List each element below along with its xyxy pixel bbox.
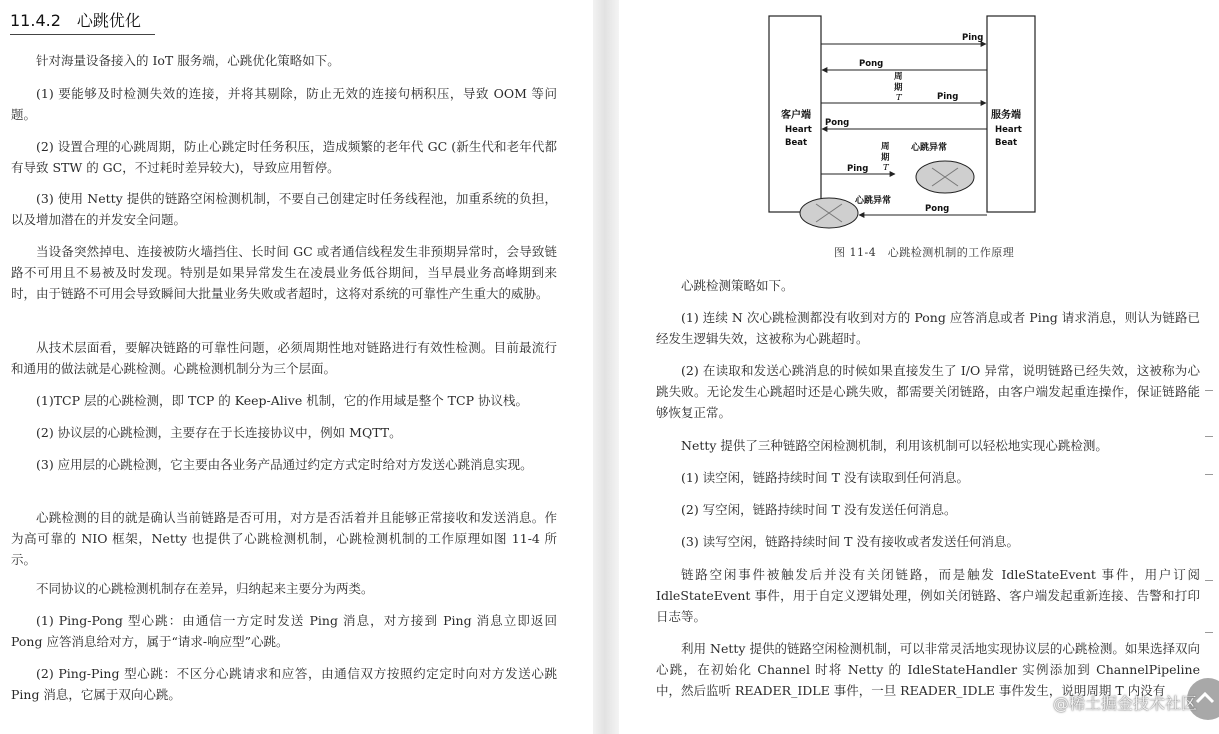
- paragraph: (1)TCP 层的心跳检测，即 TCP 的 Keep-Alive 机制，它的作用域是整个 TCP 协议栈。: [36, 393, 528, 408]
- paragraph: Netty 提供了三种链路空闲检测机制，利用该机制可以轻松地实现心跳检测。: [681, 438, 1108, 453]
- ping-label: Ping: [847, 164, 869, 174]
- paragraph: (3) 读写空闲，链路持续时间 T 没有接收或者发送任何消息。: [681, 534, 1019, 549]
- pong-label: Pong: [859, 59, 884, 69]
- paragraph: (2) 设置合理的心跳周期，防止心跳定时任务积压，造成频繁的老年代 GC (新生代和老年代都有导致 STW 的 GC，不过耗时差异较大)，导致应用暂停。: [11, 139, 557, 175]
- error-ellipse: [800, 198, 858, 228]
- left-page: [0, 0, 593, 734]
- client-sub1: Heart: [785, 125, 812, 135]
- paragraph: (1) Ping-Pong 型心跳：由通信一方定时发送 Ping 消息，对方接到 Ping 消息立即返回 Pong 应答消息给对方，属于“请求-响应型”心跳。: [11, 613, 557, 649]
- paragraph: 当设备突然掉电、连接被防火墙挡住、长时间 GC 或者通信线程发生非预期异常时，会导致链路不可用且不易被及时发现。特别是如果异常发生在凌晨业务低谷期间，当早晨业务高峰期到来时，由于链路不可用会导致瞬间大批量业务失败或者超时，这将对系统的可靠性产生重大的威胁。: [11, 244, 557, 301]
- pong-label: Pong: [925, 204, 950, 214]
- period-symbol: T: [896, 93, 902, 103]
- ping-label: Ping: [962, 33, 984, 43]
- paragraph: 心跳检测策略如下。: [681, 278, 794, 293]
- period-symbol: T: [883, 163, 889, 173]
- margin-tick: [1205, 632, 1213, 633]
- paragraph: 针对海量设备接入的 IoT 服务端，心跳优化策略如下。: [36, 53, 340, 68]
- paragraph: (1) 连续 N 次心跳检测都没有收到对方的 Pong 应答消息或者 Ping 请求消息，则认为链路已经发生逻辑失效，这被称为心跳超时。: [656, 310, 1200, 346]
- server-sub2: Beat: [995, 138, 1018, 148]
- paragraph: (2) 在读取和发送心跳消息的时候如果直接发生了 I/O 异常，说明链路已经失效，这被称为心跳失败。无论发生心跳超时还是心跳失败，都需要关闭链路，由客户端发起重连操作，保证链路能够恢复正常。: [656, 363, 1200, 420]
- paragraph: (2) Ping-Ping 型心跳：不区分心跳请求和应答，由通信双方按照约定定时向对方发送心跳 Ping 消息，它属于双向心跳。: [11, 666, 557, 702]
- client-label: 客户端: [781, 110, 811, 121]
- server-label: 服务端: [991, 110, 1021, 121]
- book-gutter: [593, 0, 619, 734]
- error-ellipse: [916, 161, 974, 193]
- figure-caption: 图 11-4 心跳检测机制的工作原理: [834, 246, 1015, 259]
- paragraph: (2) 协议层的心跳检测，主要存在于长连接协议中，例如 MQTT。: [36, 425, 402, 440]
- heartbeat-error-label: 心跳异常: [855, 196, 892, 206]
- server-sub1: Heart: [995, 125, 1022, 135]
- pong-label: Pong: [825, 118, 850, 128]
- heartbeat-diagram: [767, 12, 1039, 234]
- watermark: @稀土掘金技术社区: [1052, 694, 1197, 713]
- margin-tick: [1205, 390, 1213, 391]
- right-page: [619, 0, 1219, 734]
- paragraph: (2) 写空闲，链路持续时间 T 没有发送任何消息。: [681, 502, 957, 517]
- paragraph: (1) 读空闲，链路持续时间 T 没有读取到任何消息。: [681, 470, 969, 485]
- paragraph: 利用 Netty 提供的链路空闲检测机制，可以非常灵活地实现协议层的心跳检测。如果选择双向心跳，在初始化 Channel 时将 Netty 的 IdleStateHandler 实例添加到 ChannelPipeline 中，然后监听 READER_IDLE 事件，一旦 READER_IDLE 事件发生，说明周期 T 内没有: [656, 641, 1200, 698]
- paragraph: 不同协议的心跳检测机制存在差异，归纳起来主要分为两类。: [36, 581, 374, 596]
- margin-tick: [1205, 580, 1213, 581]
- period-label: 周: [881, 142, 890, 152]
- period-label: 期: [894, 83, 903, 93]
- paragraph: (3) 应用层的心跳检测，它主要由各业务产品通过约定方式定时给对方发送心跳消息实现。: [36, 457, 533, 472]
- paragraph: (1) 要能够及时检测失效的连接，并将其剔除，防止无效的连接句柄积压，导致 OOM 等问题。: [11, 86, 557, 122]
- paragraph: 从技术层面看，要解决链路的可靠性问题，必须周期性地对链路进行有效性检测。目前最流行和通用的做法就是心跳检测。心跳检测机制分为三个层面。: [11, 340, 557, 376]
- paragraph: (3) 使用 Netty 提供的链路空闲检测机制，不要自己创建定时任务线程池，加重系统的负担，以及增加潜在的并发安全问题。: [11, 191, 557, 227]
- margin-tick: [1205, 474, 1213, 475]
- paragraph: 链路空闲事件被触发后并没有关闭链路，而是触发 IdleStateEvent 事件，用户订阅 IdleStateEvent 事件，用于自定义逻辑处理，例如关闭链路、客户端发起重新连接、告警和打印日志等。: [656, 567, 1200, 624]
- period-label: 周: [894, 72, 903, 82]
- client-sub2: Beat: [785, 138, 808, 148]
- period-label: 期: [881, 153, 890, 163]
- paragraph: 心跳检测的目的就是确认当前链路是否可用，对方是否活着并且能够正常接收和发送消息。作为高可靠的 NIO 框架，Netty 也提供了心跳检测机制，心跳检测机制的工作原理如图 11-4 所示。: [11, 510, 557, 567]
- margin-tick: [1205, 436, 1213, 437]
- ping-label: Ping: [937, 92, 959, 102]
- section-title: 11.4.2 心跳优化: [10, 8, 155, 35]
- heartbeat-error-label: 心跳异常: [911, 143, 948, 153]
